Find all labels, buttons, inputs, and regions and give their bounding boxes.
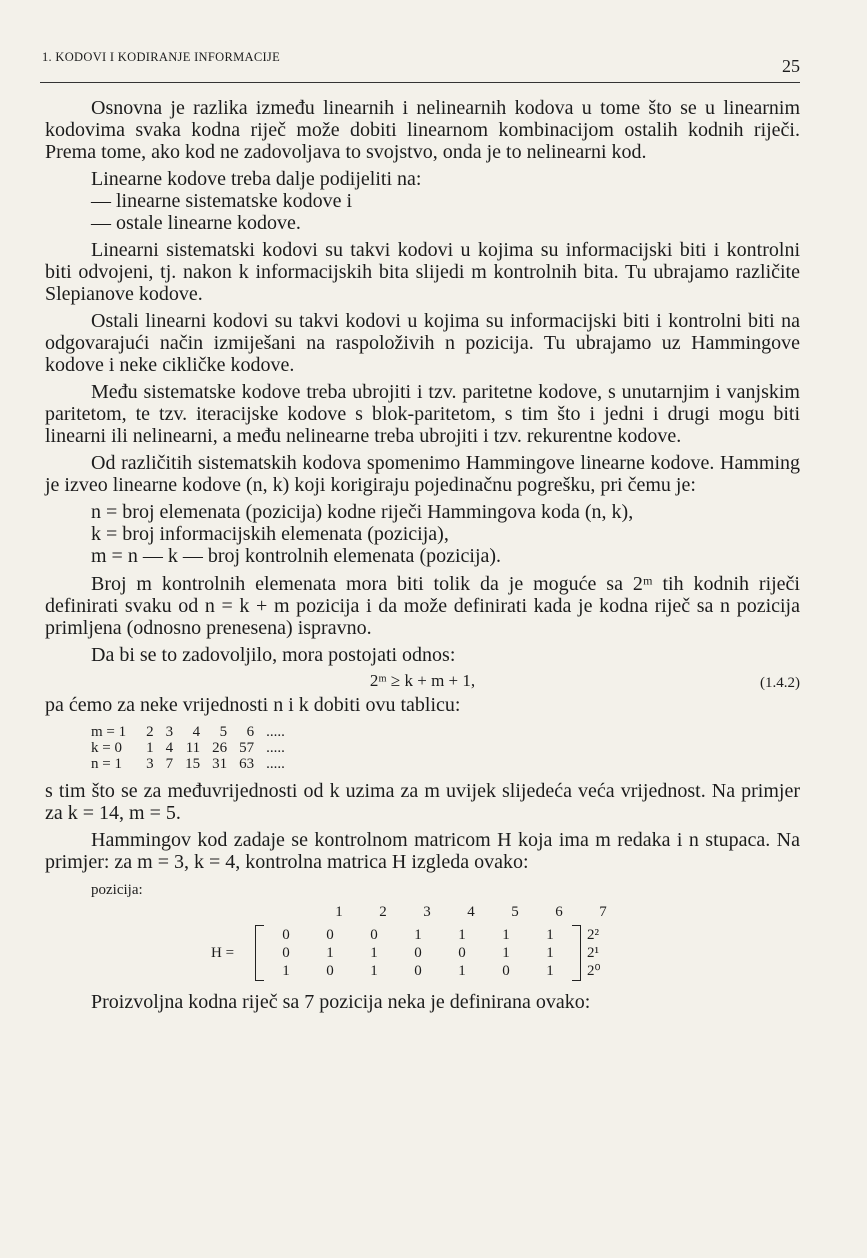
list-item: — ostale linearne kodove.: [91, 212, 301, 234]
control-matrix: [91, 879, 800, 981]
matrix-cell: 1: [282, 963, 290, 979]
matrix-row-weight: 2⁰: [587, 963, 601, 979]
definition-list: [91, 501, 800, 567]
paragraph-table-intro: pa ćemo za neke vrijednosti n i k dobiti ovu tablicu:: [45, 694, 461, 716]
matrix-bracket-right: [572, 925, 581, 981]
paragraph-other-linear-codes: Ostali linearni kodovi su takvi kodovi u kojima su informacijski biti i kontrolni biti na odgovarajući način izmiješani na raspoloživih n pozicija. Tu ubrajamo uz Hammingove kodove i neke cikličke kodove.: [45, 310, 800, 376]
table-row-label: n = 1: [91, 756, 122, 772]
table-cell: 3: [165, 724, 174, 740]
paragraph-relation-intro: Da bi se to zadovoljilo, mora postojati odnos:: [91, 644, 456, 666]
definition-m: m = n — k — broj kontrolnih elemenata (pozicija).: [91, 545, 502, 567]
table-row-label: k = 0: [91, 740, 122, 756]
matrix-cell: 1: [458, 963, 466, 979]
table-cell: 4: [165, 740, 174, 756]
table-cell: .....: [266, 756, 285, 772]
running-title: 1. KODOVI I KODIRANJE INFORMACIJE: [42, 50, 281, 64]
matrix-cell: 0: [414, 945, 422, 961]
matrix-cell: 0: [326, 963, 334, 979]
paragraph-hamming-codes: Od različitih sistematskih kodova spomenimo Hammingove linearne kodove. Hamming je izveo linearne kodove (n, k) koji korigiraju pojedinačnu pogrešku, pri čemu je:: [45, 452, 800, 496]
matrix-cell: 1: [546, 963, 554, 979]
matrix-rows: [264, 926, 572, 980]
paragraph-parity-codes: Među sistematske kodove treba ubrojiti i tzv. paritetne kodove, s unutarnjim i vanjskim paritetom, te tzv. iteracijske kodove s blok-paritetom, s tim što i jedni i drugi mogu biti linearni ili nelinearni, a među nelinearne treba ubrojiti i tzv. rekurentne kodove.: [45, 381, 800, 447]
table-cell: 11: [185, 740, 201, 756]
table-cell: .....: [266, 740, 285, 756]
matrix-cell: 0: [370, 927, 378, 943]
paragraph-control-elements: Broj m kontrolnih elemenata mora biti tolik da je moguće sa 2ᵐ tih kodnih riječi definirati svaku od n = k + m pozicija i da može definirati kada je kodna riječ sa n pozicija primljena (odnosno prenesena) ispravno.: [45, 573, 800, 639]
table-cell: 31: [212, 756, 228, 772]
matrix-cell: 0: [414, 963, 422, 979]
matrix-cell: 1: [502, 927, 510, 943]
page-header: [40, 48, 800, 83]
table-cell: 3: [146, 756, 154, 772]
table-cell: 15: [185, 756, 201, 772]
matrix-row-weights: [587, 926, 601, 980]
table-row: [85, 724, 291, 740]
matrix-position-row: [317, 901, 800, 923]
matrix-position: 3: [423, 904, 431, 920]
table-cell: 26: [212, 740, 228, 756]
matrix-cell: 1: [458, 927, 466, 943]
table-cell: 57: [239, 740, 255, 756]
formula-expression: 2ᵐ ≥ k + m + 1,: [369, 671, 476, 690]
matrix-cell: 1: [546, 927, 554, 943]
table-cell: 5: [219, 724, 228, 740]
definition-n: n = broj elemenata (pozicija) kodne riječi Hammingova koda (n, k),: [91, 501, 634, 523]
matrix-cell: 0: [282, 945, 290, 961]
matrix-cell: 1: [370, 963, 378, 979]
matrix-cell: 1: [370, 945, 378, 961]
matrix-cell: 1: [326, 945, 334, 961]
table-cell: 4: [192, 724, 201, 740]
table-cell: 6: [246, 724, 255, 740]
matrix-name: H =: [211, 945, 235, 961]
page-number: 25: [782, 56, 800, 76]
values-table: [85, 724, 291, 772]
formula-number: (1.4.2): [760, 675, 800, 691]
matrix-position: 2: [379, 904, 387, 920]
paragraph-linear-vs-nonlinear: Osnovna je razlika između linearnih i nelinearnih kodova u tome što se u linearnim kodovima svaka kodna riječ može dobiti linearnom kombinacijom ostalih kodnih riječi. Prema tome, ako kod ne zadovoljava to svojstvo, onda je to nelinearni kod.: [45, 97, 800, 163]
paragraph-division: Linearne kodove treba dalje podijeliti na:: [91, 168, 422, 190]
table-cell: 2: [146, 724, 154, 740]
matrix-cell: 1: [546, 945, 554, 961]
matrix-cell: 0: [326, 927, 334, 943]
matrix-row: [264, 926, 572, 944]
matrix-cell: 0: [282, 927, 290, 943]
pozicija-label: pozicija:: [91, 882, 143, 898]
table-row: [85, 740, 291, 756]
paragraph-intermediate-values: s tim što se za međuvrijednosti od k uzima za m uvijek slijedeća veća vrijednost. Na primjer za k = 14, m = 5.: [45, 780, 800, 824]
table-cell: 7: [165, 756, 174, 772]
matrix-row: [264, 962, 572, 980]
matrix-position: 6: [555, 904, 563, 920]
matrix-row-weight: 2¹: [587, 945, 599, 961]
table-row-label: m = 1: [91, 724, 127, 740]
list-item: — linearne sistematske kodove i: [91, 190, 353, 212]
table-cell: .....: [266, 724, 285, 740]
table-row: [85, 756, 291, 772]
table-cell: 63: [239, 756, 255, 772]
matrix-position: 4: [467, 904, 475, 920]
definition-k: k = broj informacijskih elemenata (pozicija),: [91, 523, 449, 545]
matrix-row-weight: 2²: [587, 927, 599, 943]
table-cell: 1: [146, 740, 154, 756]
matrix-position: 5: [511, 904, 519, 920]
paragraph-control-matrix: Hammingov kod zadaje se kontrolnom matricom H koja ima m redaka i n stupaca. Na primjer: za m = 3, k = 4, kontrolna matrica H izgleda ovako:: [45, 829, 800, 873]
paragraph-arbitrary-codeword: Proizvoljna kodna riječ sa 7 pozicija neka je definirana ovako:: [91, 991, 591, 1013]
matrix-cell: 1: [414, 927, 422, 943]
matrix-cell: 0: [502, 963, 510, 979]
matrix-position: 1: [335, 904, 343, 920]
formula-1-4-2: [45, 670, 800, 692]
matrix-cell: 0: [458, 945, 466, 961]
matrix-row: [264, 944, 572, 962]
matrix-position: 7: [599, 904, 607, 920]
matrix-bracket-left: [255, 925, 264, 981]
paragraph-systematic-codes: Linearni sistematski kodovi su takvi kodovi u kojima su informacijski biti i kontrolni biti odvojeni, tj. nakon k informacijskih bita slijedi m kontrolnih bita. Tu ubrajamo različite Slepianove kodove.: [45, 239, 800, 305]
matrix-cell: 1: [502, 945, 510, 961]
page-body: [45, 97, 800, 1018]
